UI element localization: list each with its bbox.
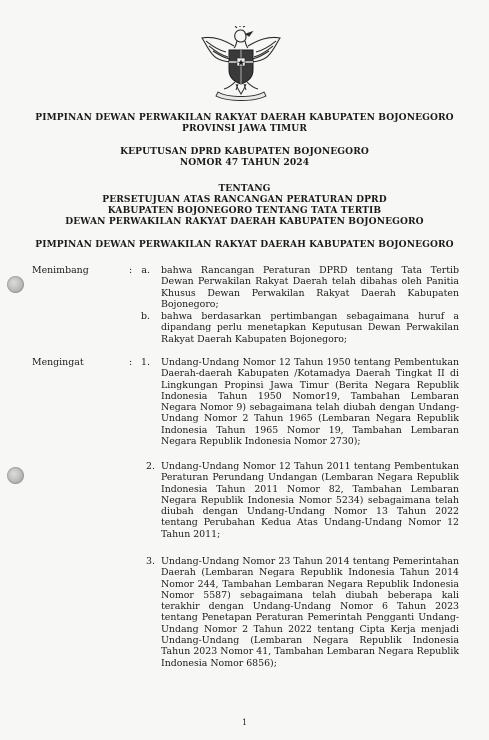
subject-line-1: PERSETUJUAN ATAS RANCANGAN PERATURAN DPRD — [102, 194, 387, 205]
subject-line-2: KABUPATEN BOJONEGORO TENTANG TATA TERTIB — [107, 205, 382, 216]
page-number: 1 — [241, 718, 248, 727]
mengingat-item: Undang-Undang Nomor 12 Tahun 1950 tentang Pembentukan Daerah-daerah Kabupaten /Kotamadya Daerah Tingkat II di Lingkungan Propinsi Jawa Timur (Berita Negara Republik Indonesia Tahun 1950 Nomor19, Tambahan Lembaran Negara Nomor 9) sebagaimana telah diubah dengan Undang-Undang Nomor 2 Tahun 1965 (Lembaran Negara Republik Indonesia Tahun 1965 Nomor 19, Tambahan Lembaran Negara Republik Indonesia Nomor 2730); — [161, 357, 459, 448]
institution-line-1: PIMPINAN DEWAN PERWAKILAN RAKYAT DAERAH KABUPATEN BOJONEGORO — [35, 112, 454, 123]
menimbang-item-marker: a. — [141, 265, 150, 276]
mengingat-item-marker: 2. — [146, 461, 155, 472]
garuda-emblem-icon — [196, 26, 286, 104]
institution-line-2: PROVINSI JAWA TIMUR — [182, 123, 307, 134]
menimbang-item-marker: b. — [141, 311, 150, 322]
issuer-line: PIMPINAN DEWAN PERWAKILAN RAKYAT DAERAH KABUPATEN BOJONEGORO — [35, 239, 454, 250]
menimbang-colon: : — [129, 265, 133, 276]
mengingat-label: Mengingat — [32, 357, 84, 368]
about-label: TENTANG — [218, 183, 271, 194]
mengingat-item-marker: 3. — [146, 556, 155, 567]
mengingat-item: Undang-Undang Nomor 12 Tahun 2011 tentang Pembentukan Peraturan Perundang Undangan (Lembaran Negara Republik Indonesia Tahun 2011 Nomor 82, Tambahan Lembaran Negara Republik Indonesia Nomor 5234) sebagaimana telah diubah dengan Undang-Undang Nomor 13 Tahun 2022 tentang Perubahan Kedua Atas Undang-Undang Nomor 12 Tahun 2011; — [161, 461, 459, 540]
menimbang-item: bahwa berdasarkan pertimbangan sebagaimana huruf a dipandang perlu menetapkan Keputusan Dewan Perwakilan Rakyat Daerah Kabupaten Bojonegoro; — [161, 311, 459, 345]
mengingat-colon: : — [129, 357, 133, 368]
decree-number: NOMOR 47 TAHUN 2024 — [179, 157, 310, 168]
menimbang-label: Menimbang — [32, 265, 89, 276]
mengingat-item: Undang-Undang Nomor 23 Tahun 2014 tentang Pemerintahan Daerah (Lembaran Negara Republik Indonesia Tahun 2014 Nomor 244, Tambahan Lembaran Negara Republik Indonesia Nomor 5587) sebagaimana telah diubah beberapa kali terakhir dengan Undang-Undang Nomor 6 Tahun 2023 tentang Penetapan Peraturan Pemerintah Pengganti Undang-Undang Nomor 2 Tahun 2022 tentang Cipta Kerja menjadi Undang-Undang (Lembaran Negara Republik Indonesia Tahun 2023 Nomor 41, Tambahan Lembaran Negara Republik Indonesia Nomor 6856); — [161, 556, 459, 669]
decree-title: KEPUTUSAN DPRD KABUPATEN BOJONEGORO — [120, 146, 369, 157]
punch-hole — [7, 467, 24, 484]
punch-hole — [7, 276, 24, 293]
subject-line-3: DEWAN PERWAKILAN RAKYAT DAERAH KABUPATEN BOJONEGORO — [65, 216, 424, 227]
mengingat-item-marker: 1. — [141, 357, 150, 368]
menimbang-item: bahwa Rancangan Peraturan DPRD tentang Tata Tertib Dewan Perwakilan Rakyat Daerah telah dibahas oleh Panitia Khusus Dewan Perwakilan Rakyat Daerah Kabupaten Bojonegoro; — [161, 265, 459, 310]
